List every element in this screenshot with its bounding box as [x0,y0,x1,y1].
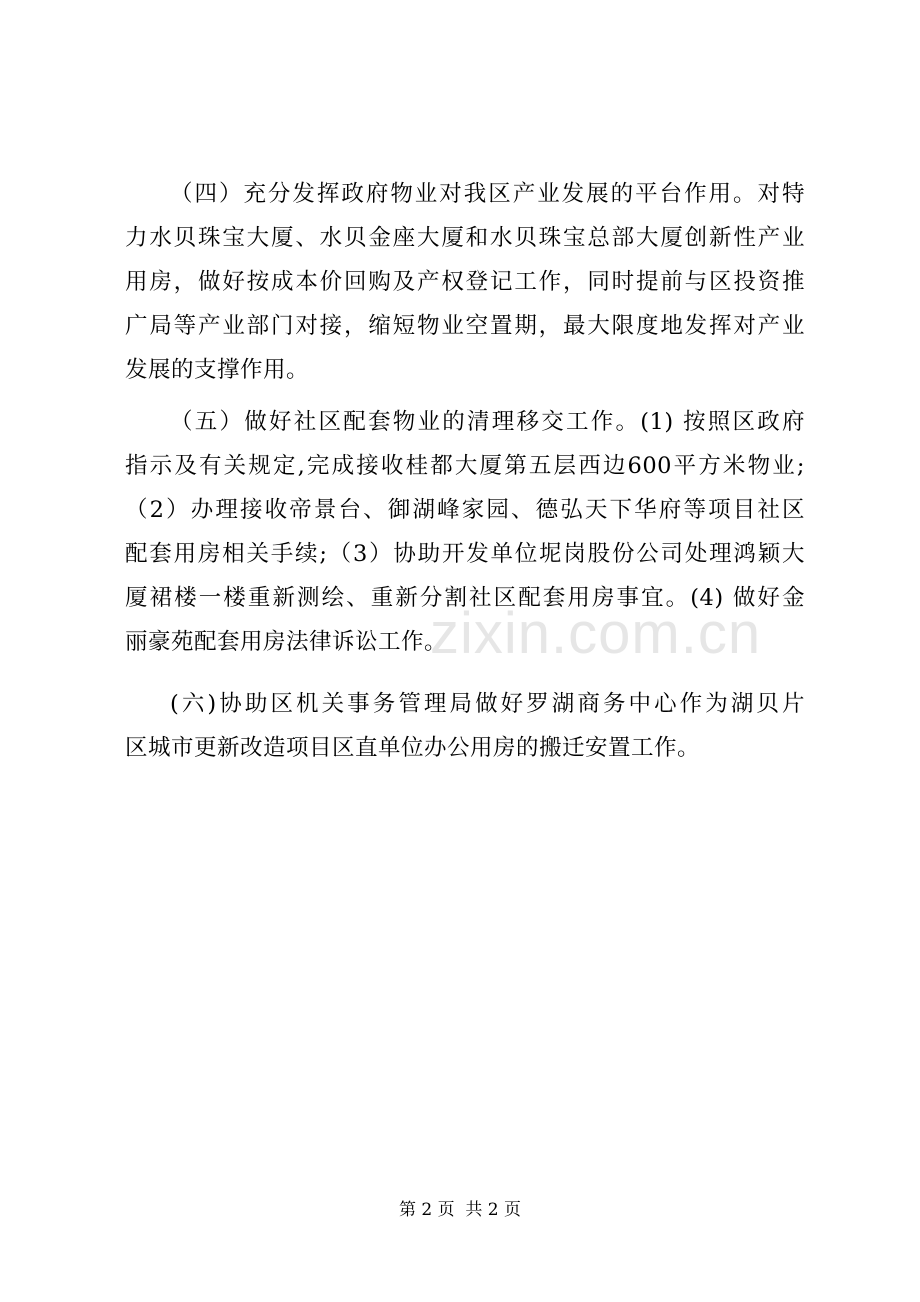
paragraph-line: 用房，做好按成本价回购及产权登记工作，同时提前与区投资推 [125,269,805,295]
paragraph-line: (六)协助区机关事务管理局做好罗湖商务中心作为湖贝片 [170,691,805,717]
paragraph-line: 指示及有关规定,完成接收桂都大厦第五层西边600平方米物业; [125,453,805,479]
paragraph-line: （四）充分发挥政府物业对我区产业发展的平台作用。对特 [170,181,805,207]
watermark: zixin.com.cn [430,601,762,666]
paragraph-line: （五）做好社区配套物业的清理移交工作。(1) 按照区政府 [170,409,805,435]
paragraph-line: 厦裙楼一楼重新测绘、重新分割社区配套用房事宜。(4) 做好金 [125,585,805,611]
page-footer: 第 2 页 共 2 页 [398,1200,522,1220]
paragraph-line: （2）办理接收帝景台、御湖峰家园、德弘天下华府等项目社区 [125,497,805,523]
paragraph-line: 丽豪苑配套用房法律诉讼工作。 [125,629,448,655]
paragraph-line: 配套用房相关手续;（3）协助开发单位坭岗股份公司处理鸿颖大 [125,541,805,567]
paragraph-line: 广局等产业部门对接，缩短物业空置期，最大限度地发挥对产业 [125,313,805,339]
paragraph-line: 力水贝珠宝大厦、水贝金座大厦和水贝珠宝总部大厦创新性产业 [125,225,805,251]
paragraph-line: 发展的支撑作用。 [125,357,310,383]
paragraph-line: 区城市更新改造项目区直单位办公用房的搬迁安置工作。 [125,735,701,761]
